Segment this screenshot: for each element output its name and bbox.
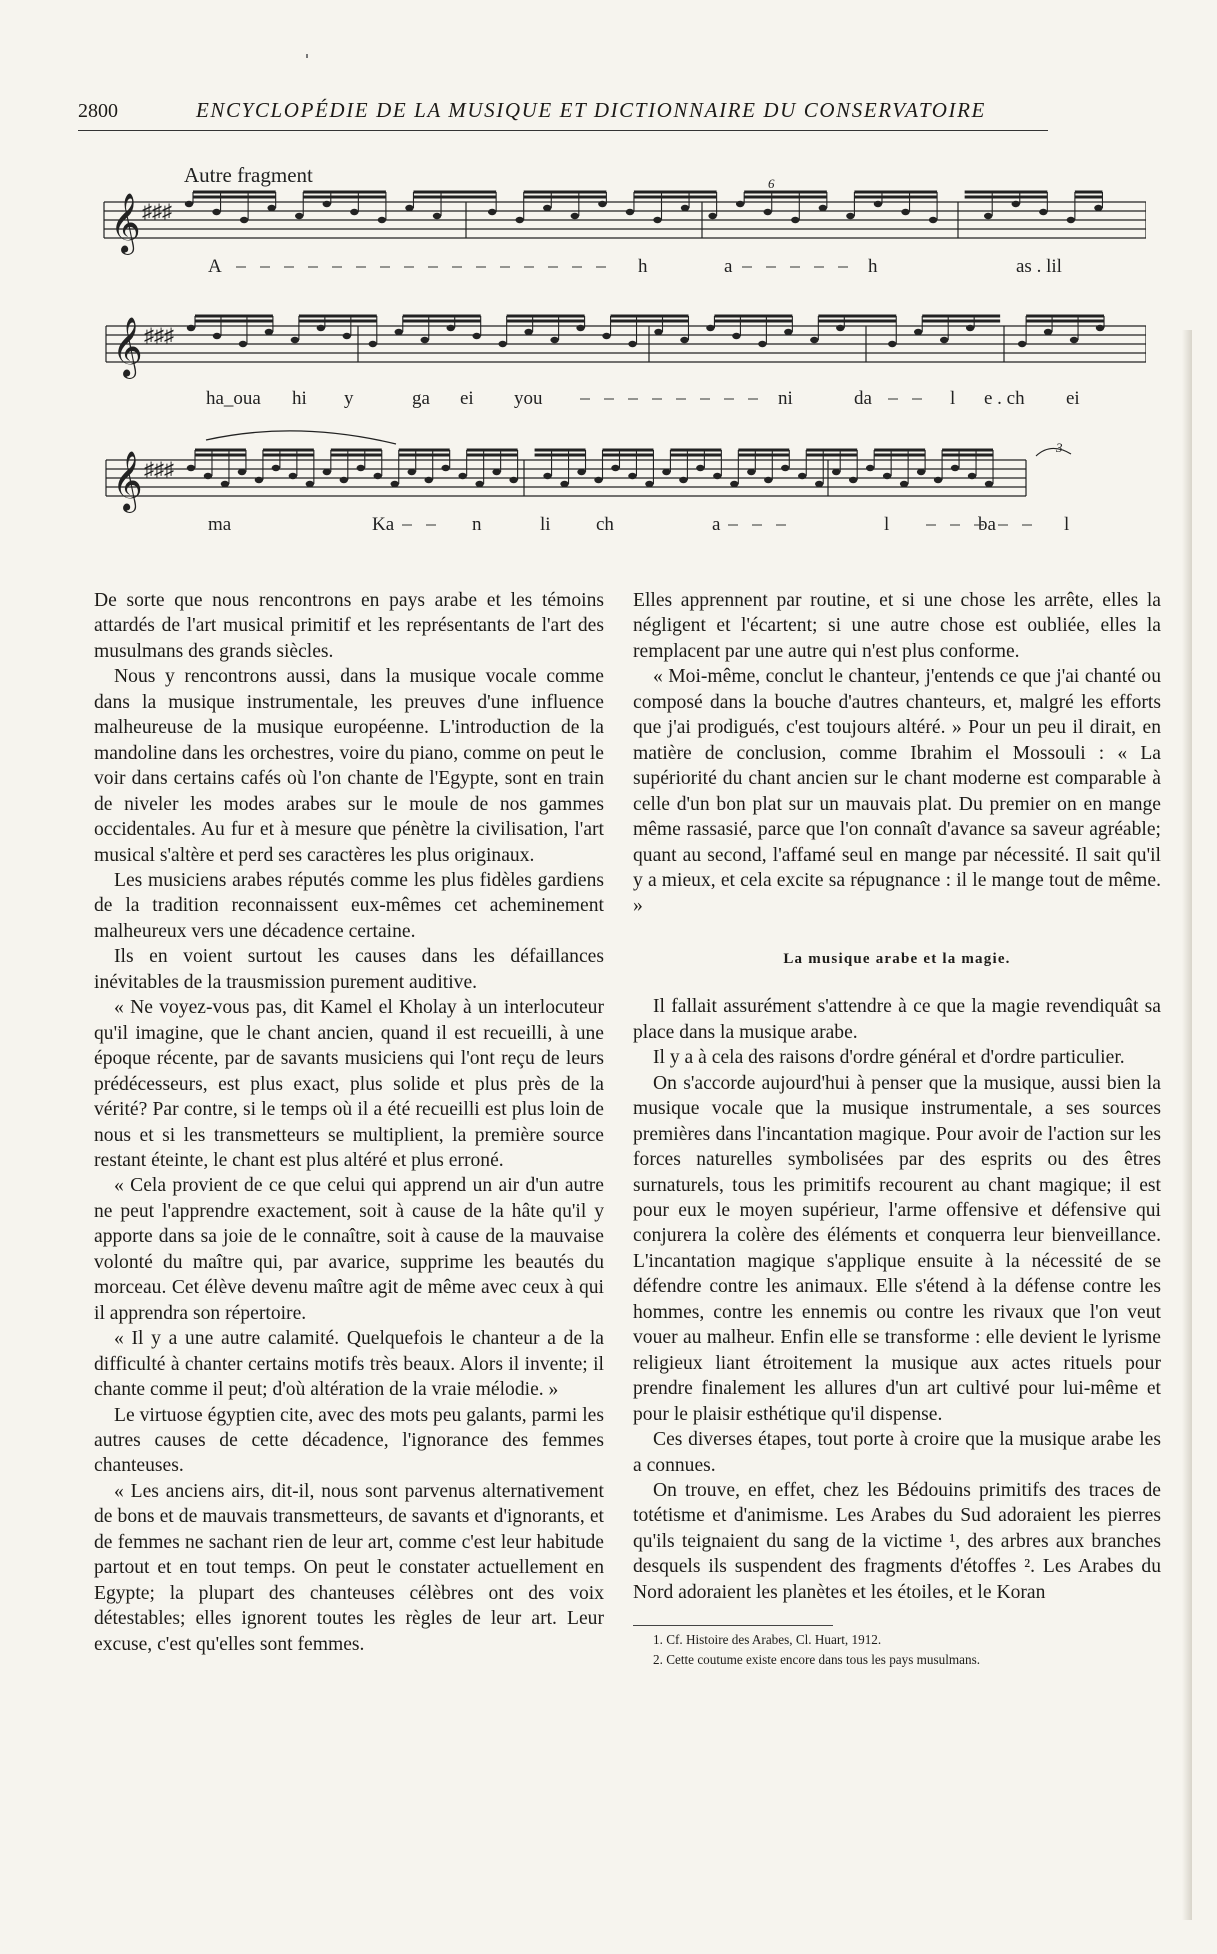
note-head [929,217,937,223]
note-head [611,465,619,471]
note-head [472,333,480,339]
note-head [900,481,908,487]
print-mark [306,54,308,58]
note-head [951,465,959,471]
note-head [543,473,551,479]
note-head [662,469,670,475]
note-head [458,473,466,479]
note-head [680,337,688,343]
note-head [295,213,303,219]
note-head [405,205,413,211]
note-head [421,337,429,343]
footnote: 1. Cf. Histoire des Arabes, Cl. Huart, 1912. [653,1632,882,1648]
note-head [378,217,386,223]
note-head [577,469,585,475]
note-head [730,481,738,487]
note-head [212,209,220,215]
paragraph: Le virtuose égyptien cite, avec des mots peu galants, parmi les autres causes de cette décadence, l'ignorance des femmes chanteuses. [94,1404,604,1477]
note-head [323,201,331,207]
paragraph: Les musiciens arabes réputés comme les plus fidèles gardiens de la tradition reconnaissent eux-mêmes cet acheminement malheureux vers une décadence certaine. [94,869,604,942]
paragraph: « Les anciens airs, dit-il, nous sont parvenus alternativement de bons et de mauvais transmetteurs, de savants et d'ignorants, et de femmes ne sachant rien de leur art, comme c'est leur habitude partout et en tout temps. On peut le constater actuellement en Egypte; la plupart des chanteuses célèbres ont des voix détestables; elles ignorent toutes les règles de leur art. Leur excuse, c'est qu'elles sont femmes. [94,1480,604,1655]
note-head [708,213,716,219]
note-head [291,337,299,343]
lyric-syllable: da [854,388,872,409]
note-head [645,481,653,487]
note-head [560,481,568,487]
note-head [204,473,212,479]
note-head [713,473,721,479]
note-head [498,341,506,347]
note-head [550,337,558,343]
paragraph: « Moi-même, conclut le chanteur, j'entends ce que j'ai chanté ou composé dans la bouche d'autres chanteurs, et, malgré les efforts que j'ai prodigués, c'est toujours altéré. » Pour un peu il dirait, en matière de conclusion, comme Ibrahim el Mossouli : « La supériorité du chant ancien sur le chant moderne est comparable à celle d'un bon plat sur un mauvais plat. Du premier on en mange même rassasié, parce que l'on connaît d'avance sa saveur agréable; quant au second, l'affamé seul en mange par nécessité. Il sait qu'il y a mieux, et cela excite sa répugnance : il le mange tout de même. » [633,666,1161,917]
footnotes [633,1630,1161,1670]
note-head [791,217,799,223]
note-head [815,481,823,487]
note-head [966,325,974,331]
note-head [509,477,517,483]
note-head [1067,217,1075,223]
note-head [395,329,403,335]
paragraph: Ils en voient surtout les causes dans les défaillances inévitables de la trausmission purement auditive. [94,946,604,993]
paragraph: Nous y rencontrons aussi, dans la musique vocale comme dans la musique instrumentale, les preuves d'une influence malheureuse de la musique européenne. L'introduction de la mandoline dans les orchestres, voire du piano, comme on peut le voir dans certains cafés où l'on chante de l'Egypte, sont en train de niveler les modes arabes sur le moule de nos gammes occidentales. Au fur et à mesure que pénètre la civilisation, l'art musical s'altère et perd ses caractères les plus originaux. [94,666,604,866]
lyric-syllable: ch [596,514,614,535]
lyric-syllable: e . ch [984,388,1025,409]
tuplet-3-label: 3 [1056,440,1063,455]
note-head [866,465,874,471]
note-head [984,213,992,219]
note-head [628,341,636,347]
paragraph: Il fallait assurément s'attendre à ce que la magie revendiquât sa place dans la musique arabe. [633,996,1161,1043]
note-head [747,469,755,475]
note-head [781,465,789,471]
note-head [1039,209,1047,215]
note-head [369,341,377,347]
lyric-syllable: A [208,256,222,277]
paragraph: « Ne voyez-vous pas, dit Kamel el Kholay à un interlocuteur qu'il imagine, que le chant ancien, quand il est recueilli, à une époque récente, par de savants musiciens qui l'ont reçu de leurs prédécesseurs, est plus exact, plus solide et plus près de la vérité? Par contre, si le temps où il a été recueilli est plus loin de nous et si les transmetteurs se multiplient, la première source restant éteinte, le chant est plus altéré et plus erroné. [94,997,604,1171]
note-head [594,477,602,483]
note-head [940,337,948,343]
music-score [96,158,1146,548]
note-head [433,213,441,219]
note-head [819,205,827,211]
slur-mark [206,431,396,444]
lyric-syllable: Ka [372,514,395,535]
note-head [488,209,496,215]
note-head [317,325,325,331]
lyric-syllable: li [540,514,551,535]
note-head [764,209,772,215]
lyric-syllable: ei [460,388,474,409]
treble-clef-icon: 𝄞 [110,195,141,252]
paragraph: Il y a à cela des raisons d'ordre général et d'ordre particulier. [653,1047,1125,1069]
lyric-syllable: ei [1066,388,1080,409]
note-head [1096,325,1104,331]
left-column [94,588,604,1657]
note-head [1012,201,1020,207]
lyric-syllable: ha_oua [206,388,261,409]
note-head [798,473,806,479]
treble-clef-icon: 𝄞 [112,319,143,376]
note-head [832,469,840,475]
note-head [425,477,433,483]
note-head [239,341,247,347]
note-head [240,217,248,223]
note-head [874,201,882,207]
lyric-syllable: ga [412,388,430,409]
note-head [846,213,854,219]
page-number: 2800 [78,100,118,122]
slur-mark [1036,448,1071,456]
paragraph: De sorte que nous rencontrons en pays arabe et les témoins attardés de l'art musical primitif et les représentants de l'art des musulmans des grands siècles. [94,590,604,662]
paragraph: Elles apprennent par routine, et si une chose les arrête, elles la négligent et l'écartent; si une autre chose est oubliée, elles la remplacent par une autre qui n'est plus conforme. [633,590,1161,662]
note-head [185,201,193,207]
lyric-syllable: as . lil [1016,256,1062,277]
note-head [758,341,766,347]
lyric-syllable: a [712,514,721,535]
paragraph: On s'accorde aujourd'hui à penser que la musique, aussi bien la musique vocale que la musique instrumentale, a ses sources premières dans l'incantation magique. Pour avoir de l'action sur les forces naturelles symbolisées par des esprits ou des êtres surnaturels, tous les primitifs recourent au chant magique; il est pour eux le moyen supérieur, l'arme offensive et défensive qui conjurera la colère des éléments et conquerra leur bienveillance. L'incantation magique s'applique ensuite à la nécessité de se défendre contre les animaux. Elle s'étend à la défense contre les hommes, contre les ennemis ou contre les rivaux que l'on veut vouer au malheur. Enfin elle se transforme : elle devient le lyrisme religieux liant étroitement la musique aux actes rituels pour prendre finalement les allures d'un art cultivé pour lui-même et pour le plaisir esthétique qu'il dispense. [633,1072,1161,1425]
note-head [1044,329,1052,335]
right-column [633,588,1161,1670]
score-svg [96,158,1146,548]
note-head [289,473,297,479]
section-title: La musique arabe et la magie. [783,950,1011,967]
note-head [1094,205,1102,211]
key-signature-icon: ♯♯♯ [144,459,174,481]
paragraph: Ces diverses étapes, tout porte à croire que la musique arabe les a connues. [633,1429,1161,1476]
note-head [934,477,942,483]
note-head [654,329,662,335]
note-head [985,481,993,487]
note-head [696,465,704,471]
footnote-rule [633,1625,833,1626]
note-head [888,341,896,347]
note-head [350,209,358,215]
note-head [883,473,891,479]
note-head [475,481,483,487]
tuplet-6-label: 6 [768,176,775,191]
note-head [917,469,925,475]
note-head [441,465,449,471]
note-head [340,477,348,483]
note-head [267,205,275,211]
note-head [576,325,584,331]
lyric-syllable: a [724,256,733,277]
note-head [213,333,221,339]
note-head [391,481,399,487]
lyric-syllable: l [950,388,956,409]
note-head [598,201,606,207]
note-head [492,469,500,475]
note-head [1070,337,1078,343]
lyric-syllable: you [514,388,543,409]
note-head [626,209,634,215]
note-head [238,469,246,475]
note-head [374,473,382,479]
paragraph: On trouve, en effet, chez les Bédouins primitifs des traces de totétisme et d'animisme. Les Arabes du Sud adoraient les pierres qu'ils teignaient du sang de la victime ¹, des arbres aux branches desquels ils suspendent des fragments d'étoffes ². Les Arabes du Nord adoraient les planètes et les étoiles, et le Koran [633,1479,1161,1603]
note-head [255,477,263,483]
note-head [968,473,976,479]
note-head [810,337,818,343]
lyric-syllable: l [1064,514,1070,535]
lyric-syllable: ni [778,388,793,409]
note-head [706,325,714,331]
lyric-syllable: hi [292,388,307,409]
key-signature-icon: ♯♯♯ [142,201,172,223]
note-head [1018,341,1026,347]
note-head [265,329,273,335]
note-head [732,333,740,339]
note-head [849,477,857,483]
note-head [628,473,636,479]
running-title: ENCYCLOPÉDIE DE LA MUSIQUE ET DICTIONNAIRE DU CONSERVATOIRE [196,98,986,122]
note-head [221,481,229,487]
lyric-syllable: n [472,514,482,535]
lyric-syllable: ba [978,514,996,535]
lyric-syllable: y [344,388,354,409]
note-head [447,325,455,331]
key-signature-icon: ♯♯♯ [144,325,174,347]
page-header [78,96,1048,131]
note-head [784,329,792,335]
note-head [516,217,524,223]
note-head [602,333,610,339]
note-head [653,217,661,223]
lyric-syllable: ma [208,514,232,535]
page-edge-shadow [1182,330,1192,1920]
note-head [323,469,331,475]
note-head [343,333,351,339]
lyric-syllable: h [868,256,878,277]
note-head [187,325,195,331]
note-head [272,465,280,471]
note-head [187,465,195,471]
lyric-syllable: l [884,514,890,535]
note-head [836,325,844,331]
note-head [764,477,772,483]
note-head [543,205,551,211]
note-head [408,469,416,475]
lyric-syllable: h [638,256,648,277]
note-head [524,329,532,335]
note-head [901,209,909,215]
note-head [306,481,314,487]
paragraph: « Cela provient de ce que celui qui apprend un air d'un autre ne peut l'apprendre exactement, soit à cause de la hâte qu'il y apporte dans sa joie de le connaître, soit à cause de la mauvaise volonté du maître qui, par avarice, supprime les beautés du morceau. Cet élève devenu maître agit de même avec ceux à qui il apprendra son répertoire. [94,1175,604,1324]
footnote: 2. Cette coutume existe encore dans tous les pays musulmans. [653,1652,981,1668]
score-title: Autre fragment [184,163,313,187]
paragraph: « Il y a une autre calamité. Quelquefois le chanteur a de la difficulté à chanter certains motifs très beaux. Alors il invente; il chante comme il peut; d'où altération de la vraie mélodie. » [94,1328,604,1401]
note-head [679,477,687,483]
note-head [357,465,365,471]
note-head [681,205,689,211]
treble-clef-icon: 𝄞 [112,453,143,510]
note-head [914,329,922,335]
note-head [736,201,744,207]
note-head [571,213,579,219]
